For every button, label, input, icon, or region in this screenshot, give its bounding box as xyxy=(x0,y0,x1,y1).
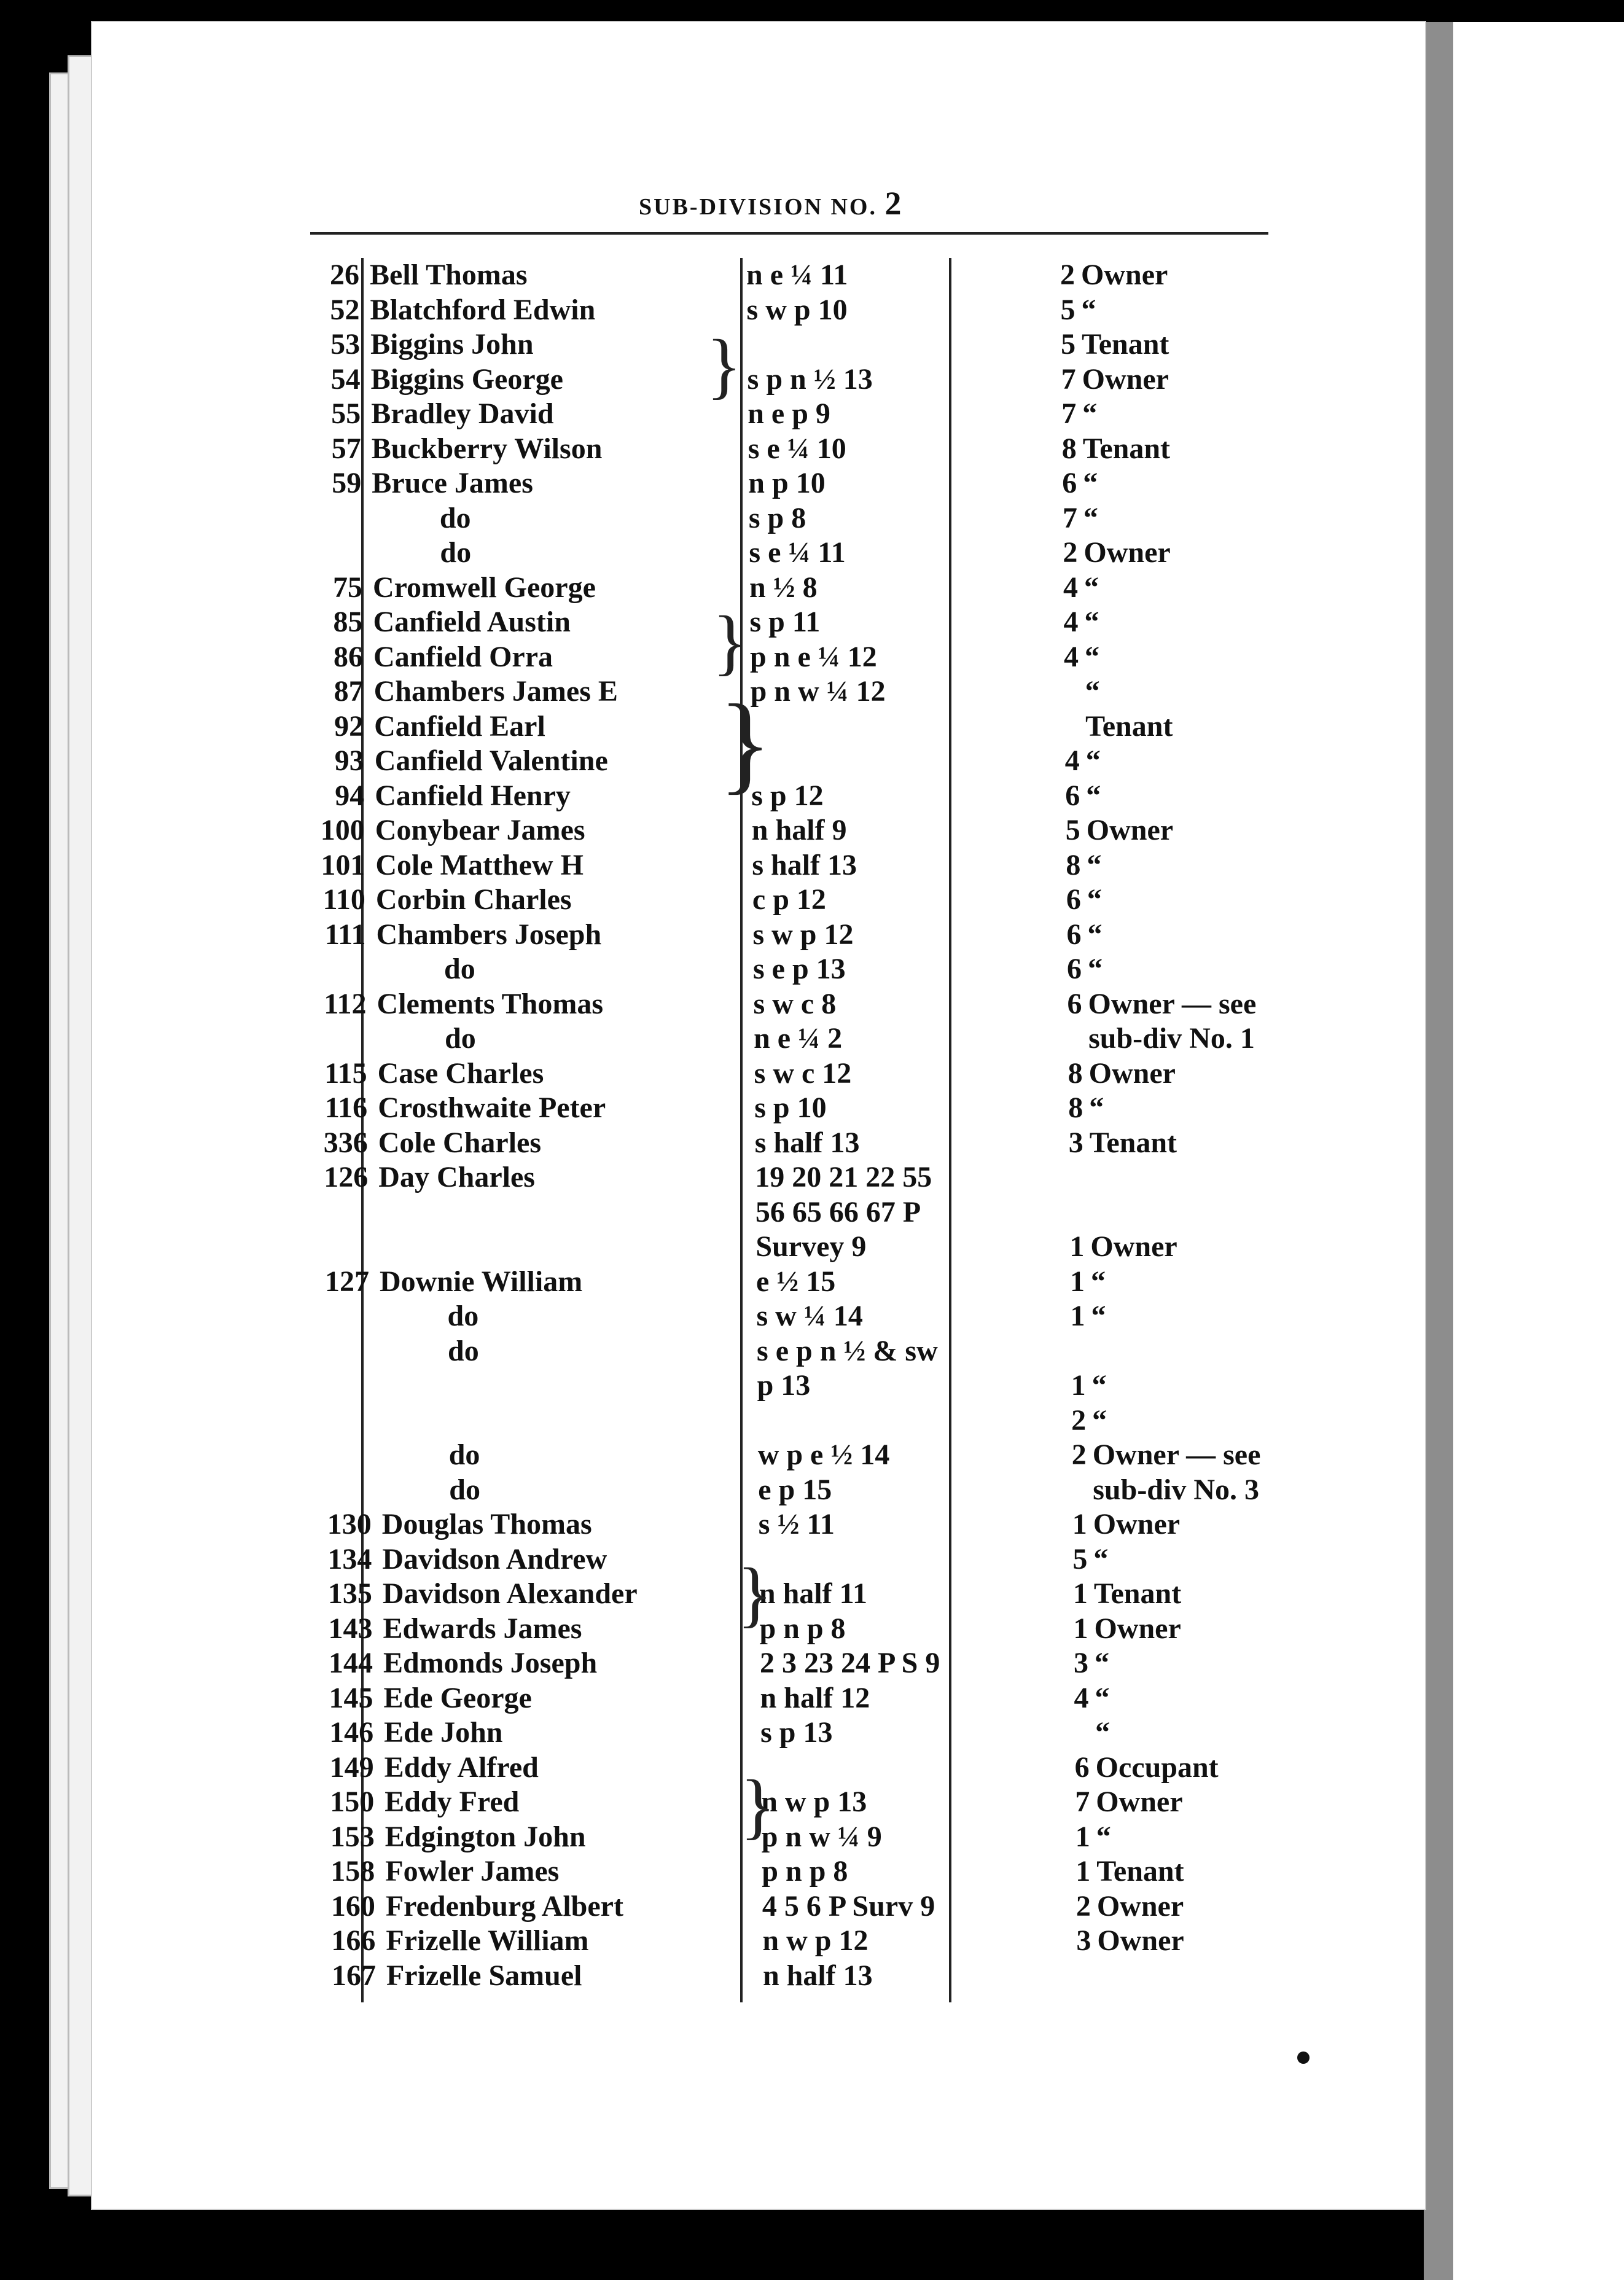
cell-desc: n w p 12 xyxy=(762,1924,869,1957)
header-rule xyxy=(310,232,1268,235)
cell-num: 130 xyxy=(327,1508,372,1540)
cell-name: do xyxy=(448,1334,479,1367)
cell-num: 111 xyxy=(324,918,366,951)
cell-num: 54 xyxy=(330,362,361,396)
cell-own: Owner xyxy=(1094,1612,1181,1645)
cell-con: 1 xyxy=(1070,1300,1085,1332)
cell-con: 1 xyxy=(1076,1855,1091,1888)
cell-own: “ xyxy=(1083,571,1099,604)
cell-name: Bruce James xyxy=(372,467,533,499)
cell-num: 150 xyxy=(330,1786,375,1818)
cell-num: 135 xyxy=(327,1577,372,1610)
cell-name: Conybear James xyxy=(375,814,585,846)
cell-own: “ xyxy=(1083,501,1098,534)
cell-own: “ xyxy=(1085,744,1101,777)
cell-name: Davidson Andrew xyxy=(382,1542,607,1575)
brace-mark: } xyxy=(719,682,772,804)
cell-num: 59 xyxy=(332,467,362,499)
cell-name: Edmonds Joseph xyxy=(383,1647,598,1679)
cell-own: Occupant xyxy=(1095,1751,1219,1784)
cell-num: 110 xyxy=(322,883,365,916)
cell-con: 5 xyxy=(1061,328,1076,361)
cell-con: 3 xyxy=(1068,1126,1083,1159)
cell-desc: s w ¼ 14 xyxy=(756,1300,863,1332)
cell-name: Case Charles xyxy=(377,1056,544,1090)
cell-desc: p n p 8 xyxy=(762,1855,848,1888)
cell-desc: s e p 13 xyxy=(753,953,846,985)
cell-name: do xyxy=(449,1473,480,1506)
cell-name: Canfield Valentine xyxy=(374,744,608,777)
cell-con: 6 xyxy=(1067,953,1082,985)
cell-con: 5 xyxy=(1072,1542,1088,1575)
cell-own: Owner xyxy=(1088,1056,1176,1090)
cell-desc: s p 13 xyxy=(760,1716,833,1749)
cell-num: 86 xyxy=(334,640,364,673)
cell-num: 115 xyxy=(324,1056,367,1090)
cell-name: do xyxy=(445,1022,476,1055)
cell-desc: p n w ¼ 9 xyxy=(761,1820,882,1853)
cell-con: 1 xyxy=(1071,1369,1086,1402)
cell-num: 75 xyxy=(332,571,362,604)
cell-con: 7 xyxy=(1075,1786,1090,1818)
cell-name: Canfield Henry xyxy=(375,779,571,812)
cell-own: “ xyxy=(1086,779,1101,812)
cell-con: 8 xyxy=(1061,432,1077,465)
cell-num: 166 xyxy=(331,1924,376,1957)
cell-name: Bradley David xyxy=(371,397,554,430)
cell-name: Cromwell George xyxy=(372,571,596,604)
cell-own: Owner — see xyxy=(1092,1439,1261,1471)
cell-name: Cole Charles xyxy=(378,1126,542,1159)
cell-name: Fredenburg Albert xyxy=(385,1889,623,1923)
cell-name: Ede George xyxy=(383,1681,532,1714)
cell-con: 6 xyxy=(1062,467,1077,499)
cell-desc: n half 12 xyxy=(760,1681,870,1714)
cell-own: “ xyxy=(1093,1542,1109,1575)
cell-name: Day Charles xyxy=(378,1161,535,1193)
cell-desc: n e p 9 xyxy=(748,397,830,430)
cell-num: 87 xyxy=(334,675,364,708)
cell-name: Fowler James xyxy=(385,1855,560,1888)
column-rule-2 xyxy=(740,258,743,2002)
cell-num: 146 xyxy=(329,1716,374,1749)
cell-num: 116 xyxy=(324,1091,368,1124)
page-header xyxy=(639,184,903,222)
cell-desc: p n p 8 xyxy=(759,1612,846,1645)
cell-con: 6 xyxy=(1065,779,1080,812)
cell-num: 92 xyxy=(334,709,364,743)
cell-con: 5 xyxy=(1060,293,1076,326)
cell-desc: s w c 12 xyxy=(754,1056,852,1090)
cell-desc: 4 5 6 P Surv 9 xyxy=(762,1889,935,1923)
cell-own: “ xyxy=(1095,1647,1109,1679)
cell-con: 8 xyxy=(1066,848,1081,881)
cell-num: 127 xyxy=(324,1265,369,1298)
cell-name: do xyxy=(444,953,475,985)
cell-num: 160 xyxy=(330,1889,375,1923)
cell-own: “ xyxy=(1091,1300,1106,1332)
cell-desc: p n w ¼ 12 xyxy=(750,675,886,708)
cell-desc: n e ¼ 11 xyxy=(746,259,848,291)
cell-own: “ xyxy=(1085,640,1100,673)
cell-own: “ xyxy=(1096,1820,1111,1853)
cell-name: Edgington John xyxy=(385,1820,586,1853)
cell-con: 4 xyxy=(1063,606,1079,638)
cell-name: Frizelle Samuel xyxy=(386,1959,582,1992)
cell-name: Downie William xyxy=(379,1265,583,1298)
cell-own: “ xyxy=(1087,918,1103,951)
cell-desc: 2 3 23 24 P S 9 xyxy=(760,1647,940,1679)
cell-con: 7 xyxy=(1061,397,1077,430)
cell-desc: s p 12 xyxy=(751,779,824,812)
cell-own: Owner xyxy=(1090,1230,1177,1263)
cell-con: 1 xyxy=(1069,1265,1085,1298)
cell-desc: n p 10 xyxy=(748,467,826,499)
cell-name: do xyxy=(440,536,472,569)
cell-con: 2 xyxy=(1060,259,1075,291)
cell-desc: 19 20 21 22 55 xyxy=(755,1161,932,1193)
cell-desc: s p 10 xyxy=(754,1091,827,1124)
cell-own: Tenant xyxy=(1089,1126,1177,1159)
facing-page-edge xyxy=(1437,22,1624,2280)
cell-own: “ xyxy=(1084,606,1099,638)
cell-desc: n half 11 xyxy=(759,1577,867,1610)
column-rule-3 xyxy=(949,258,951,2002)
cell-desc: w p e ½ 14 xyxy=(757,1439,890,1471)
cell-name: Clements Thomas xyxy=(377,987,604,1020)
cell-own: Tenant xyxy=(1082,432,1171,465)
cell-desc: s p n ½ 13 xyxy=(747,362,873,396)
ink-spot xyxy=(1297,2052,1310,2064)
cell-desc: s half 13 xyxy=(754,1126,860,1159)
cell-num: 145 xyxy=(329,1681,373,1714)
cell-own: Owner xyxy=(1083,536,1171,569)
cell-own: “ xyxy=(1083,467,1098,499)
cell-name: Canfield Orra xyxy=(373,640,553,673)
cell-con: 7 xyxy=(1061,362,1076,396)
cell-own: “ xyxy=(1082,397,1098,430)
cell-own: sub-div No. 1 xyxy=(1088,1022,1255,1055)
cell-name: Bell Thomas xyxy=(370,259,528,291)
cell-num: 134 xyxy=(327,1542,372,1575)
cell-num: 100 xyxy=(320,814,365,846)
cell-own: “ xyxy=(1081,293,1096,326)
cell-con: 1 xyxy=(1072,1508,1087,1540)
cell-con: 6 xyxy=(1066,918,1082,951)
header-title: SUB-DIVISION NO. xyxy=(639,194,877,220)
cell-desc: s e p n ½ & sw xyxy=(757,1334,938,1367)
cell-con: 4 xyxy=(1064,744,1080,777)
cell-name: Eddy Alfred xyxy=(384,1751,539,1784)
cell-name: Corbin Charles xyxy=(375,883,572,916)
cell-con: 5 xyxy=(1065,814,1080,846)
cell-desc: s ½ 11 xyxy=(758,1508,835,1540)
cell-own: Owner xyxy=(1096,1889,1184,1923)
cell-desc: e p 15 xyxy=(758,1473,832,1506)
cell-desc: n ½ 8 xyxy=(749,571,818,604)
cell-name: Blatchford Edwin xyxy=(370,293,596,326)
cell-desc: p 13 xyxy=(757,1369,811,1402)
cell-con: 6 xyxy=(1066,883,1081,916)
cell-num: 167 xyxy=(331,1959,376,1992)
cell-num: 57 xyxy=(331,432,361,465)
cell-con: 3 xyxy=(1076,1924,1091,1957)
cell-own: “ xyxy=(1092,1404,1107,1437)
cell-name: Biggins John xyxy=(370,328,534,361)
cell-desc: s w c 8 xyxy=(753,987,837,1020)
cell-desc: 56 65 66 67 P xyxy=(755,1195,921,1228)
cell-num: 85 xyxy=(333,606,363,638)
cell-num: 101 xyxy=(321,848,365,881)
cell-name: Douglas Thomas xyxy=(381,1508,592,1540)
cell-own: “ xyxy=(1085,675,1100,708)
cell-own: “ xyxy=(1095,1681,1110,1714)
cell-desc: s w p 12 xyxy=(752,918,854,951)
cell-name: Davidson Alexander xyxy=(382,1577,638,1610)
cell-desc: n w p 13 xyxy=(761,1786,867,1818)
cell-name: Chambers James E xyxy=(373,675,618,708)
cell-desc: Survey 9 xyxy=(755,1230,867,1263)
cell-desc: s p 11 xyxy=(749,606,821,638)
cell-desc: e ½ 15 xyxy=(755,1265,836,1298)
cell-name: Cole Matthew H xyxy=(375,848,584,881)
cell-name: do xyxy=(447,1300,479,1332)
cell-desc: s p 8 xyxy=(748,501,806,534)
cell-con: 6 xyxy=(1074,1751,1090,1784)
cell-con: 2 xyxy=(1071,1439,1087,1471)
cell-con: 2 xyxy=(1063,536,1078,569)
cell-con: 2 xyxy=(1071,1404,1087,1437)
cell-own: “ xyxy=(1087,883,1102,916)
cell-own: Owner — see xyxy=(1088,987,1257,1020)
cell-name: Biggins George xyxy=(370,362,563,396)
cell-name: Edwards James xyxy=(383,1612,582,1645)
cell-num: 94 xyxy=(335,779,365,812)
cell-name: Canfield Austin xyxy=(373,606,571,638)
cell-name: do xyxy=(439,501,471,534)
cell-num: 55 xyxy=(331,397,361,430)
cell-own: Tenant xyxy=(1093,1577,1182,1610)
cell-con: 1 xyxy=(1073,1612,1088,1645)
cell-name: Frizelle William xyxy=(386,1924,589,1957)
cell-num: 93 xyxy=(334,744,364,777)
brace-mark: } xyxy=(712,601,748,682)
cell-own: Tenant xyxy=(1096,1855,1184,1888)
cell-own: Owner xyxy=(1096,1786,1183,1818)
cell-desc: s e ¼ 11 xyxy=(749,536,846,569)
cell-desc: s half 13 xyxy=(752,848,857,881)
cell-num: 336 xyxy=(323,1126,368,1159)
cell-own: “ xyxy=(1087,848,1102,881)
cell-con: 3 xyxy=(1074,1647,1088,1679)
cell-desc: p n e ¼ 12 xyxy=(750,640,877,673)
cell-con: 8 xyxy=(1068,1056,1083,1090)
cell-num: 53 xyxy=(330,328,361,361)
cell-num: 153 xyxy=(330,1820,375,1853)
cell-con: 7 xyxy=(1062,501,1077,534)
cell-desc: n e ¼ 2 xyxy=(754,1022,843,1055)
cell-num: 158 xyxy=(330,1855,375,1888)
page-gutter xyxy=(1424,22,1453,2280)
cell-own: Tenant xyxy=(1085,709,1173,743)
cell-desc: n half 13 xyxy=(762,1959,873,1992)
cell-own: Owner xyxy=(1082,362,1169,396)
header-number: 2 xyxy=(884,185,904,222)
cell-own: sub-div No. 3 xyxy=(1093,1473,1259,1506)
cell-desc: n half 9 xyxy=(751,814,847,846)
cell-own: Tenant xyxy=(1082,328,1169,361)
cell-con: 4 xyxy=(1063,571,1078,604)
cell-num: 26 xyxy=(330,259,359,291)
cell-con: 4 xyxy=(1074,1681,1089,1714)
cell-con: 8 xyxy=(1068,1091,1083,1124)
cell-num: 149 xyxy=(329,1751,374,1784)
cell-con: 1 xyxy=(1075,1820,1090,1853)
cell-desc: s w p 10 xyxy=(746,293,848,326)
cell-name: Canfield Earl xyxy=(374,709,545,743)
brace-mark: } xyxy=(737,1553,773,1634)
cell-con: 4 xyxy=(1064,640,1079,673)
cell-name: do xyxy=(448,1439,480,1471)
cell-own: Owner xyxy=(1081,259,1168,291)
cell-own: Owner xyxy=(1086,814,1174,846)
cell-name: Buckberry Wilson xyxy=(371,432,603,465)
cell-con: 6 xyxy=(1067,987,1082,1020)
brace-mark: } xyxy=(740,1765,776,1846)
cell-name: Chambers Joseph xyxy=(376,918,602,951)
cell-num: 144 xyxy=(329,1647,373,1679)
cell-desc: c p 12 xyxy=(752,883,826,916)
cell-num: 112 xyxy=(324,987,367,1020)
brace-mark: } xyxy=(706,324,742,406)
cell-own: Owner xyxy=(1097,1924,1184,1957)
cell-con: 1 xyxy=(1072,1577,1088,1610)
cell-name: Crosthwaite Peter xyxy=(378,1091,606,1124)
cell-con: 1 xyxy=(1069,1230,1085,1263)
cell-num: 52 xyxy=(330,293,360,326)
cell-own: “ xyxy=(1091,1369,1107,1402)
cell-own: Owner xyxy=(1093,1508,1181,1540)
cell-name: Eddy Fred xyxy=(385,1786,520,1818)
cell-own: “ xyxy=(1090,1265,1106,1298)
cell-num: 126 xyxy=(324,1161,369,1193)
cell-con: 2 xyxy=(1076,1889,1091,1923)
cell-own: “ xyxy=(1088,953,1103,985)
cell-desc: s e ¼ 10 xyxy=(748,432,846,465)
cell-num: 143 xyxy=(328,1612,373,1645)
cell-own: “ xyxy=(1089,1091,1104,1124)
cell-name: Ede John xyxy=(384,1716,503,1749)
cell-own: “ xyxy=(1095,1716,1111,1749)
